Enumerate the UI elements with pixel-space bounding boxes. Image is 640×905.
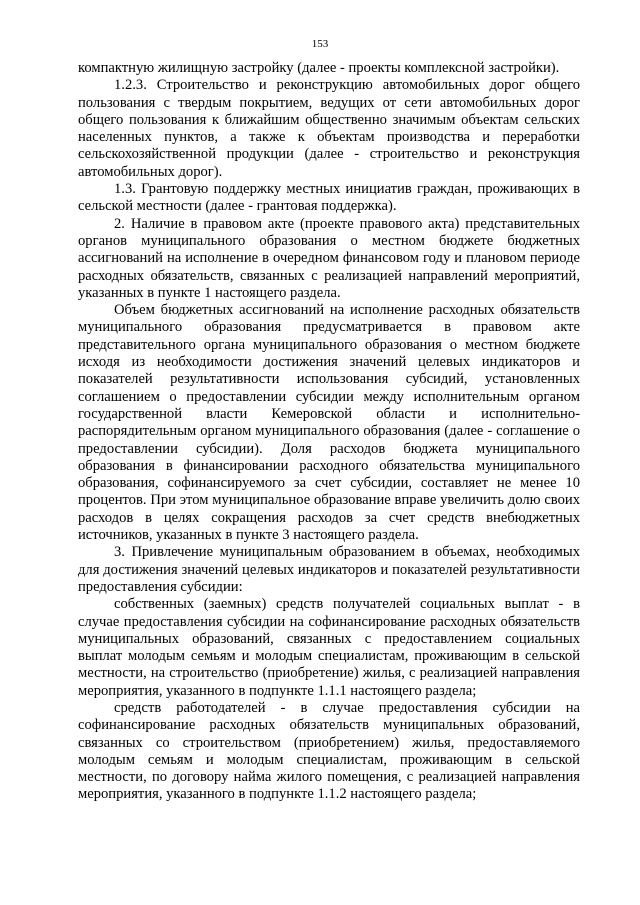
paragraph-own-funds: собственных (заемных) средств получателей социальных выплат - в случае предоставления субсидии на софинансирование расходных обязательств муниципальных образований, связанных с предоставлением социальных выплат молодым семьям и молодым специалистам, проживающим в сельской местности, на строительство (приобретение) жилья, с реализацией направления мероприятия, указанного в подпункте 1.1.1 настоящего раздела;	[78, 596, 580, 699]
paragraph-continuation: компактную жилищную застройку (далее - проекты комплексной застройки).	[78, 60, 560, 76]
paragraph-3: 3. Привлечение муниципальным образованием в объемах, необходимых для достижения значений целевых индикаторов и показателей результативности предоставления субсидии:	[78, 544, 580, 595]
paragraph-budget-volume: Объем бюджетных ассигнований на исполнение расходных обязательств муниципального образования предусматривается в правовом акте представительного органа муниципального образования о местном бюджете исходя из необходимости достижения значений целевых индикаторов и показателей результативности использования субсидий, установленных соглашением о предоставлении субсидии между исполнительным органом государственной власти Кемеровской области и исполнительно-распорядительным органом муниципального образования (далее - соглашение о предоставлении субсидии). Доля расходов бюджета муниципального образования в финансировании расходного обязательства муниципального образования, софинансируемого за счет субсидии, составляет не менее 10 процентов. При этом муниципальное образование вправе увеличить долю своих расходов в целях сокращения расходов за счет средств внебюджетных источников, указанных в пункте 3 настоящего раздела.	[78, 302, 580, 544]
paragraph-employer-funds: средств работодателей - в случае предоставления субсидии на софинансирование расходных обязательств муниципальных образований, связанных со строительством (приобретением) жилья, предоставляемого молодым семьям и молодым специалистам, проживающим в сельской местности, по договору найма жилого помещения, с реализацией направления мероприятия, указанного в подпункте 1.1.2 настоящего раздела;	[78, 699, 580, 803]
document-body	[78, 60, 580, 804]
page-number: 153	[311, 38, 329, 50]
paragraph-2: 2. Наличие в правовом акте (проекте правового акта) представительных органов муниципального образования о местном бюджете бюджетных ассигнований на исполнение в очередном финансовом году и плановом периоде расходных обязательств, связанных с реализацией направлений мероприятий, указанных в пункте 1 настоящего раздела.	[78, 215, 580, 301]
paragraph-1-3: 1.3. Грантовую поддержку местных инициатив граждан, проживающих в сельской местности (далее - грантовая поддержка).	[78, 181, 580, 215]
paragraph-1-2-3: 1.2.3. Строительство и реконструкцию автомобильных дорог общего пользования с твердым покрытием, ведущих от сети автомобильных дорог общего пользования к ближайшим общественно значимым объектам сельских населенных пунктов, а также к объектам производства и переработки сельскохозяйственной продукции (далее - строительство и реконструкция автомобильных дорог).	[78, 77, 580, 180]
